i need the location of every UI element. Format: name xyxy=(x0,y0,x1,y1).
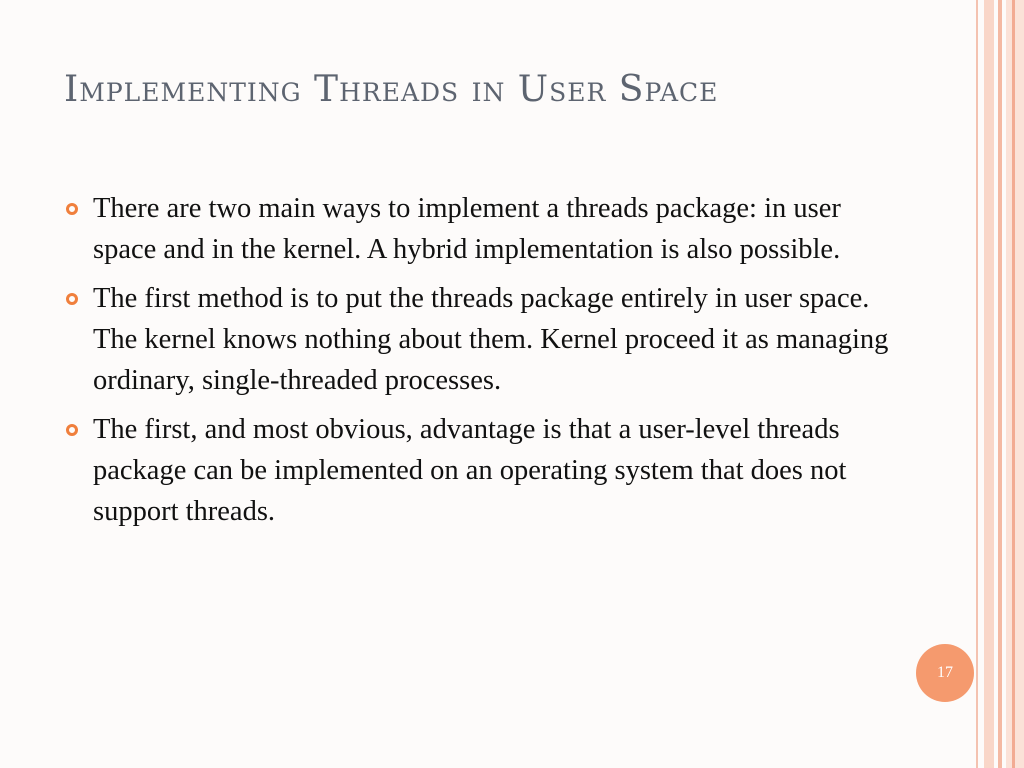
bullet-item xyxy=(64,188,904,270)
bullet-list xyxy=(64,188,904,540)
decorative-stripe xyxy=(1006,0,1024,768)
bullet-circle-icon xyxy=(66,293,78,305)
bullet-circle-icon xyxy=(66,424,78,436)
bullet-item xyxy=(64,278,904,401)
bullet-text: The first method is to put the threads package entirely in user space. The kernel knows nothing about them. Kernel proceed it as managing ordinary, single-threaded processes. xyxy=(93,283,889,396)
slide-number-badge: 17 xyxy=(916,644,974,702)
decorative-stripe xyxy=(998,0,1002,768)
bullet-circle-icon xyxy=(66,203,78,215)
bullet-text: The first, and most obvious, advantage is that a user-level threads package can be implemented on an operating system that does not support threads. xyxy=(93,414,847,527)
decorative-stripe xyxy=(976,0,978,768)
slide-title: Implementing Threads in User Space xyxy=(64,69,719,110)
decorative-stripe xyxy=(984,0,994,768)
bullet-item xyxy=(64,409,904,532)
decorative-stripe xyxy=(1012,0,1015,768)
bullet-text: There are two main ways to implement a threads package: in user space and in the kernel. A hybrid implementation is also possible. xyxy=(93,193,841,265)
